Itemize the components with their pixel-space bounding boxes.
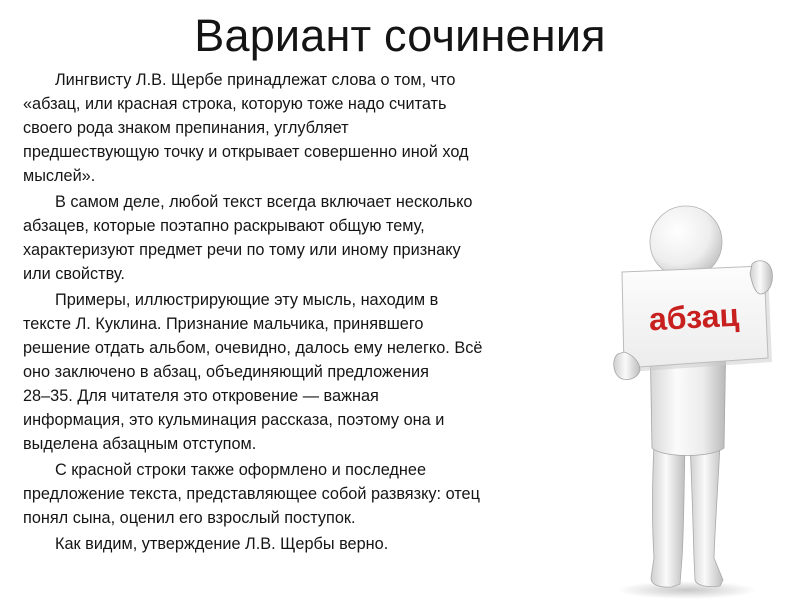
text-line: тексте Л. Куклина. Признание мальчика, принявшего xyxy=(23,315,424,333)
essay-text xyxy=(23,68,595,558)
text-line: мыслей». xyxy=(23,167,96,185)
text-line: Лингвисту Л.В. Щербе принадлежат слова о том, что xyxy=(55,71,456,89)
figure-holding-sign-illustration xyxy=(602,186,792,600)
paragraph-3 xyxy=(23,288,595,456)
text-line: Примеры, иллюстрирующие эту мысль, находим в xyxy=(55,291,439,309)
paragraph-4 xyxy=(23,458,595,530)
text-line: понял сына, оценил его взрослый поступок. xyxy=(23,509,356,527)
head xyxy=(650,206,722,278)
paragraph-2 xyxy=(23,190,595,286)
text-line: предшествующую точку и открывает совершенно иной ход xyxy=(23,143,469,161)
right-leg xyxy=(690,444,723,587)
text-line: 28–35. Для читателя это откровение — важная xyxy=(23,387,379,405)
figure-svg xyxy=(602,186,792,600)
text-line: абзацев, которые поэтапно раскрывают общую тему, xyxy=(23,217,425,235)
sign-label: абзац xyxy=(648,296,740,338)
text-line: информация, это кульминация рассказа, поэтому она и xyxy=(23,411,445,429)
text-line: В самом деле, любой текст всегда включает несколько xyxy=(55,193,473,211)
left-leg xyxy=(651,444,685,587)
text-line: Как видим, утверждение Л.В. Щербы верно. xyxy=(55,535,389,553)
text-line: или свойству. xyxy=(23,265,125,283)
paragraph-5 xyxy=(23,532,595,556)
slide-title: Вариант сочинения xyxy=(194,10,606,61)
text-line: своего рода знаком препинания, углубляет xyxy=(23,119,349,137)
ground-shadow xyxy=(617,581,757,599)
text-line: предложение текста, представляющее собой развязку: отец xyxy=(23,485,480,503)
paragraph-1 xyxy=(23,68,595,188)
text-line: оно заключено в абзац, объединяющий предложения xyxy=(23,363,429,381)
text-line: С красной строки также оформлено и последнее xyxy=(55,461,426,479)
text-line: «абзац, или красная строка, которую тоже надо считать xyxy=(23,95,447,113)
text-line: выделена абзацным отступом. xyxy=(23,435,257,453)
sign-board xyxy=(622,266,772,372)
text-line: характеризуют предмет речи по тому или иному признаку xyxy=(23,241,461,259)
text-line: решение отдать альбом, очевидно, далось ему нелегко. Всё xyxy=(23,339,483,357)
